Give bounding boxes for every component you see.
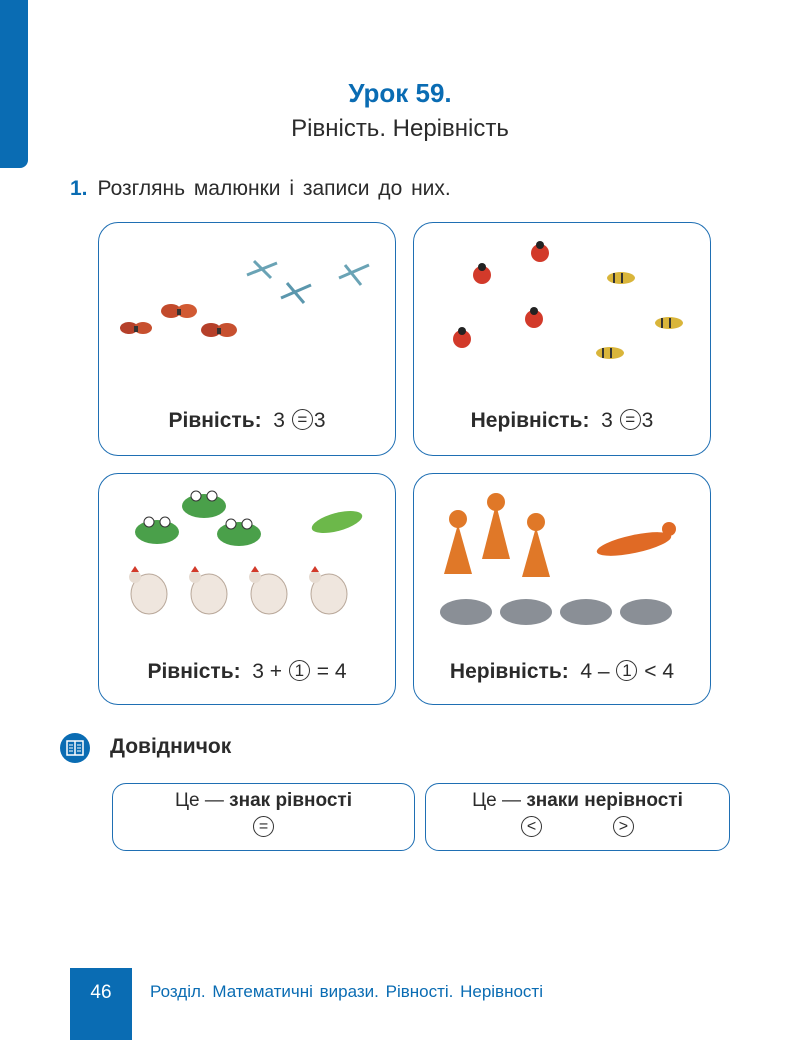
card-4-left: 4 – xyxy=(580,660,610,683)
hen-icon xyxy=(129,566,167,614)
insects-illustration xyxy=(99,223,397,393)
task-number: 1. xyxy=(70,177,88,200)
book-icon xyxy=(60,733,90,763)
task-text: Розглянь малюнки і записи до них. xyxy=(97,177,451,200)
hen-icon xyxy=(249,566,287,614)
foxes-hedgehogs-illustration xyxy=(414,474,712,644)
equal-symbol: = xyxy=(253,816,274,837)
card-1-label: Рівність: xyxy=(168,409,262,432)
hen-icon xyxy=(189,566,227,614)
fox-icon xyxy=(522,513,550,577)
card-4-right: < 4 xyxy=(644,660,675,683)
ladybug-icon xyxy=(525,307,543,328)
fox-icon xyxy=(444,510,472,574)
unequal-box-prefix: Це — xyxy=(472,790,522,811)
hen-icon xyxy=(309,566,347,614)
dragonfly-icon xyxy=(281,283,311,303)
card-4-label: Нерівність: xyxy=(449,660,569,683)
ladybug-icon xyxy=(473,263,491,284)
butterfly-icon xyxy=(161,304,197,318)
reference-title: Довідничок xyxy=(110,735,232,758)
dragonfly-icon xyxy=(339,265,369,285)
butterfly-icon xyxy=(201,323,237,337)
card-1-right: 3 xyxy=(313,409,326,432)
card-1-sign: = xyxy=(292,409,313,430)
task-1 xyxy=(70,177,451,201)
card-3-caption xyxy=(99,660,395,684)
card-4-caption xyxy=(414,660,710,684)
butterfly-icon xyxy=(120,322,152,334)
footer-section-title: Розділ. Математичні вирази. Рівності. Нерівності xyxy=(150,982,543,1001)
lesson-title: Урок 59. xyxy=(348,78,452,108)
frog-icon xyxy=(217,519,261,546)
frog-icon xyxy=(182,491,226,518)
card-3-label: Рівність: xyxy=(147,660,241,683)
card-equality-insects xyxy=(98,222,396,456)
card-3-circled: 1 xyxy=(289,660,310,681)
ladybugs-wasps-illustration xyxy=(414,223,712,393)
ladybug-icon xyxy=(453,327,471,348)
hedgehog-icon xyxy=(620,599,672,625)
hedgehog-icon xyxy=(500,599,552,625)
frogs-hens-illustration xyxy=(99,474,397,644)
equal-box-text xyxy=(113,790,414,812)
card-inequality-animals xyxy=(413,473,711,705)
card-1-left: 3 xyxy=(273,409,285,432)
card-2-right: 3 xyxy=(641,409,654,432)
equal-box-prefix: Це — xyxy=(174,790,224,811)
frog-icon xyxy=(135,517,179,544)
wasp-icon xyxy=(607,272,635,284)
dragonfly-icon xyxy=(247,261,277,278)
hedgehog-icon xyxy=(560,599,612,625)
unequal-box-bold: знаки нерівності xyxy=(526,790,683,811)
ladybug-icon xyxy=(531,241,549,262)
card-equality-animals xyxy=(98,473,396,705)
frog-icon xyxy=(310,507,365,538)
card-2-label: Нерівність: xyxy=(470,409,590,432)
wasp-icon xyxy=(655,317,683,329)
lesson-subtitle: Рівність. Нерівність xyxy=(291,115,509,142)
greater-than-symbol: > xyxy=(613,816,634,837)
card-2-caption xyxy=(414,409,710,433)
unequal-box-text xyxy=(426,790,729,812)
less-than-symbol: < xyxy=(521,816,542,837)
card-3-left: 3 + xyxy=(252,660,283,683)
equal-box-bold: знак рівності xyxy=(229,790,352,811)
card-3-right: = 4 xyxy=(316,660,347,683)
equal-sign-box xyxy=(112,783,415,851)
wasp-icon xyxy=(596,347,624,359)
card-2-sign: = xyxy=(620,409,641,430)
hedgehog-icon xyxy=(440,599,492,625)
card-4-circled: 1 xyxy=(616,660,637,681)
card-2-left: 3 xyxy=(601,409,613,432)
inequality-signs-box xyxy=(425,783,730,851)
card-1-caption xyxy=(99,409,395,433)
page-number: 46 xyxy=(70,968,132,1040)
card-inequality-insects xyxy=(413,222,711,456)
fox-icon xyxy=(482,493,510,559)
fox-icon xyxy=(595,522,676,561)
